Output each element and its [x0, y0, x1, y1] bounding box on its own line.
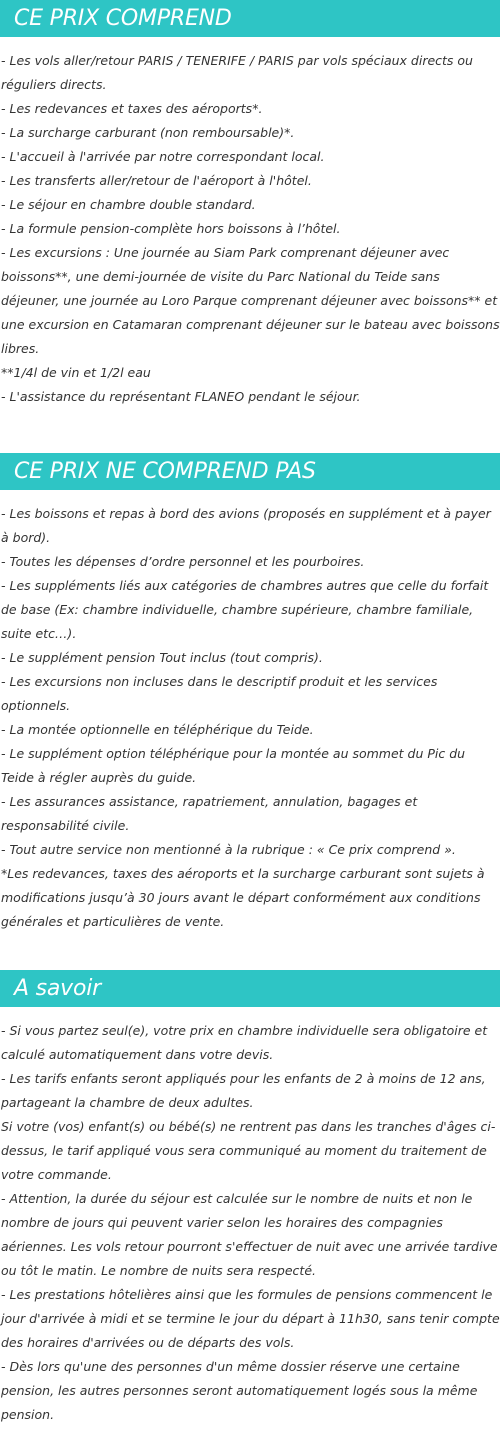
list-item: - L'accueil à l'arrivée par notre correspondant local. — [1, 149, 325, 164]
list-item: - Les excursions non incluses dans le descriptif produit et les services optionnels. — [1, 674, 438, 713]
list-item: - Le supplément option téléphérique pour la montée au sommet du Pic du Teide à régler auprès du guide. — [1, 746, 466, 785]
list-item: - Attention, la durée du séjour est calculée sur le nombre de nuits et non le nombre de jours qui peuvent varier selon les horaires des compagnies aériennes. Les vols retour pourront s'effectuer de nuit avec une arrivée tardive ou tôt le matin. Le nombre de nuits sera respecté. — [1, 1191, 498, 1278]
footnote: **1/4l de vin et 1/2l eau — [1, 365, 151, 380]
list-item: - Les prestations hôtelières ainsi que les formules de pensions commencent le jour d'arrivée à midi et se termine le jour du départ à 11h30, sans tenir compte des horaires d'arrivées ou de départs des vols. — [1, 1287, 500, 1350]
section-heading: CE PRIX NE COMPREND PAS — [0, 453, 500, 490]
list-item: - Les tarifs enfants seront appliqués pour les enfants de 2 à moins de 12 ans, partageant la chambre de deux adultes. — [1, 1071, 486, 1110]
list-item: - Les transferts aller/retour de l'aéroport à l'hôtel. — [1, 173, 312, 188]
footnote: *Les redevances, taxes des aéroports et la surcharge carburant sont sujets à modifications jusqu’à 30 jours avant le départ conformément aux conditions générales et particulières de vente. — [1, 866, 485, 929]
list-item: - Les vols aller/retour PARIS / TENERIFE / PARIS par vols spéciaux directs ou réguliers directs. — [1, 53, 473, 92]
list-item: - Les boissons et repas à bord des avions (proposés en supplément et à payer à bord). — [1, 506, 491, 545]
list-item: - Le supplément pension Tout inclus (tout compris). — [1, 650, 323, 665]
section-body — [0, 490, 500, 934]
list-item: - Le séjour en chambre double standard. — [1, 197, 256, 212]
list-item: - Les suppléments liés aux catégories de chambres autres que celle du forfait de base (Ex: chambre individuelle, chambre supérieure, chambre familiale, suite etc…). — [1, 578, 489, 641]
list-item: - Dès lors qu'une des personnes d'un même dossier réserve une certaine pension, les autres personnes seront automatiquement logés sous la même pension. — [1, 1359, 478, 1422]
list-item: - Les excursions : Une journée au Siam Park comprenant déjeuner avec boissons**, une demi-journée de visite du Parc National du Teide sans déjeuner, une journée au Loro Parque comprenant déjeuner avec boissons** et une excursion en Catamaran comprenant déjeuner sur le bateau avec boissons libres. — [1, 245, 500, 356]
section-heading: CE PRIX COMPREND — [0, 0, 500, 37]
section-price-excludes — [0, 453, 500, 934]
list-item: - La formule pension-complète hors boissons à l’hôtel. — [1, 221, 341, 236]
section-body — [0, 37, 500, 409]
list-item: - Toutes les dépenses d’ordre personnel et les pourboires. — [1, 554, 365, 569]
section-good-to-know — [0, 970, 500, 1427]
section-price-includes — [0, 0, 500, 409]
section-body — [0, 1007, 500, 1427]
list-item: - La montée optionnelle en téléphérique du Teide. — [1, 722, 314, 737]
list-item: - Les redevances et taxes des aéroports*. — [1, 101, 263, 116]
list-item: - L'assistance du représentant FLANEO pendant le séjour. — [1, 389, 361, 404]
list-item: - La surcharge carburant (non remboursable)*. — [1, 125, 295, 140]
list-item: - Les assurances assistance, rapatriement, annulation, bagages et responsabilité civile. — [1, 794, 418, 833]
list-item: - Tout autre service non mentionné à la rubrique : « Ce prix comprend ». — [1, 842, 456, 857]
list-item: Si votre (vos) enfant(s) ou bébé(s) ne rentrent pas dans les tranches d'âges ci-dessus, le tarif appliqué vous sera communiqué au moment du traitement de votre commande. — [1, 1119, 496, 1182]
section-heading: A savoir — [0, 970, 500, 1007]
list-item: - Si vous partez seul(e), votre prix en chambre individuelle sera obligatoire et calculé automatiquement dans votre devis. — [1, 1023, 488, 1062]
